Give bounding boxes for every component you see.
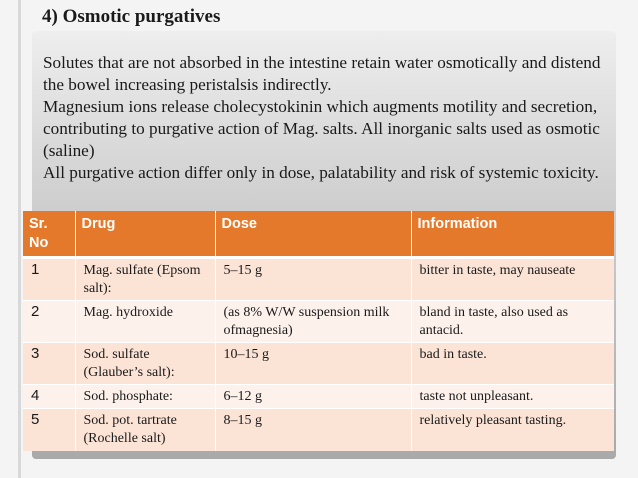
body-text: [43, 52, 618, 184]
dose-cell: 6–12 g: [215, 385, 411, 409]
table-row: [23, 409, 614, 451]
row-number: 4: [23, 385, 75, 409]
header-information: Information: [411, 211, 614, 258]
osmotic-purgatives-table: [23, 211, 614, 451]
table-row: [23, 343, 614, 385]
drug-cell: Sod. sulfate (Glauber’s salt):: [75, 343, 215, 385]
dose-cell: 5–15 g: [215, 258, 411, 301]
drug-cell: Mag. sulfate (Epsom salt):: [75, 258, 215, 301]
table-row: [23, 258, 614, 301]
header-sr-no: Sr. No: [23, 211, 75, 258]
info-cell: bland in taste, also used as antacid.: [411, 301, 614, 343]
drug-cell: Sod. pot. tartrate (Rochelle salt): [75, 409, 215, 451]
row-number: 3: [23, 343, 75, 385]
slide-heading: 4) Osmotic purgatives: [42, 6, 221, 27]
drug-cell: Mag. hydroxide: [75, 301, 215, 343]
info-cell: bad in taste.: [411, 343, 614, 385]
paragraph-magnesium: Magnesium ions release cholecystokinin which augments motility and secretion, contributing to purgative action of Mag. salts. All inorganic salts used as osmotic (saline): [43, 97, 600, 160]
table-row: [23, 385, 614, 409]
table-row: [23, 301, 614, 343]
drug-cell: Sod. phosphate:: [75, 385, 215, 409]
left-decorative-rule: [18, 0, 21, 478]
dose-cell: 8–15 g: [215, 409, 411, 451]
dose-cell: (as 8% W/W suspension milk ofmagnesia): [215, 301, 411, 343]
header-dose: Dose: [215, 211, 411, 258]
info-cell: bitter in taste, may nauseate: [411, 258, 614, 301]
table-header-row: [23, 211, 614, 258]
paragraph-solutes: Solutes that are not absorbed in the intestine retain water osmotically and distend the bowel increasing peristalsis indirectly.: [43, 53, 601, 94]
info-cell: taste not unpleasant.: [411, 385, 614, 409]
paragraph-purgative-action: All purgative action differ only in dose, palatability and risk of systemic toxicity.: [43, 163, 599, 182]
row-number: 5: [23, 409, 75, 451]
row-number: 2: [23, 301, 75, 343]
row-number: 1: [23, 258, 75, 301]
header-drug: Drug: [75, 211, 215, 258]
info-cell: relatively pleasant tasting.: [411, 409, 614, 451]
dose-cell: 10–15 g: [215, 343, 411, 385]
